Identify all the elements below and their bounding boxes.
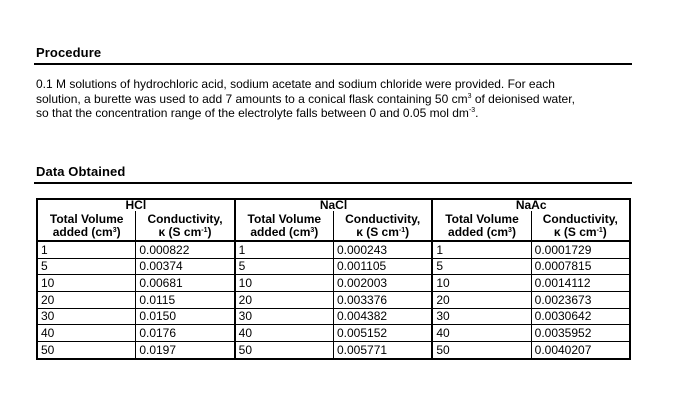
- volume-cell: 1: [37, 241, 136, 258]
- data-heading: Data Obtained: [36, 164, 126, 179]
- conductivity-cell: 0.005152: [334, 325, 433, 342]
- col-header-conductivity: Conductivity, κ (S $cm^{-1}$): [531, 211, 630, 241]
- procedure-rule: [34, 63, 632, 65]
- volume-cell: 1: [235, 241, 334, 258]
- table-row: [37, 275, 630, 292]
- data-rule: [34, 182, 632, 184]
- conductivity-cell: 0.0023673: [531, 292, 630, 309]
- col-header-volume: Total Volume added $(cm^3)$: [432, 211, 531, 241]
- volume-cell: 1: [432, 241, 531, 258]
- procedure-line-2: solution, a burette was used to add 7 amounts to a conical flask containing 50 cm: [36, 91, 468, 106]
- volume-cell: 20: [37, 292, 136, 309]
- table-row: [37, 292, 630, 309]
- procedure-line-2-end: of deionised water,: [471, 91, 575, 106]
- conductivity-cell: 0.0040207: [531, 342, 630, 359]
- procedure-line-3-end: .: [475, 106, 479, 120]
- conductivity-cell: 0.000243: [334, 241, 433, 258]
- volume-cell: 10: [37, 275, 136, 292]
- conductivity-cell: 0.004382: [334, 308, 433, 325]
- volume-cell: 40: [235, 325, 334, 342]
- conductivity-cell: 0.0001729: [531, 241, 630, 258]
- conductivity-cell: 0.00374: [136, 258, 235, 275]
- volume-cell: 5: [37, 258, 136, 275]
- volume-cell: 40: [37, 325, 136, 342]
- procedure-text: [36, 77, 636, 121]
- table-row: [37, 308, 630, 325]
- volume-cell: 10: [235, 275, 334, 292]
- conductivity-cell: 0.00681: [136, 275, 235, 292]
- volume-cell: 5: [235, 258, 334, 275]
- conductivity-cell: 0.0176: [136, 325, 235, 342]
- volume-cell: 30: [37, 308, 136, 325]
- conductivity-cell: 0.0115: [136, 292, 235, 309]
- procedure-line-2-sup: 3: [467, 92, 472, 100]
- conductivity-cell: 0.0150: [136, 308, 235, 325]
- col-header-conductivity: Conductivity, κ (S $cm^{-1}$): [136, 211, 235, 241]
- conductivity-cell: 0.0014112: [531, 275, 630, 292]
- conductivity-cell: 0.000822: [136, 241, 235, 258]
- group-header-nacl: NaCl: [235, 199, 433, 211]
- volume-cell: 5: [432, 258, 531, 275]
- group-header-hcl: HCl: [37, 199, 235, 211]
- conductivity-cell: 0.0197: [136, 342, 235, 359]
- conductivity-cell: 0.0035952: [531, 325, 630, 342]
- col-header-volume: Total Volume added $(cm^3)$: [235, 211, 334, 241]
- volume-cell: 20: [235, 292, 334, 309]
- volume-cell: 20: [432, 292, 531, 309]
- column-header-row: [37, 211, 630, 241]
- table-row: [37, 342, 630, 359]
- data-rows: [37, 241, 630, 359]
- col-header-volume: Total Volume added $(cm^3)$: [37, 211, 136, 241]
- conductivity-cell: 0.0030642: [531, 308, 630, 325]
- table-row: [37, 258, 630, 275]
- procedure-line-3-sup: -3: [468, 107, 476, 114]
- table-row: [37, 325, 630, 342]
- procedure-line-1: 0.1 M solutions of hydrochloric acid, sodium acetate and sodium chloride were provided. For each: [36, 77, 555, 91]
- volume-cell: 10: [432, 275, 531, 292]
- conductivity-cell: 0.003376: [334, 292, 433, 309]
- conductivity-cell: 0.005771: [334, 342, 433, 359]
- volume-cell: 40: [432, 325, 531, 342]
- volume-cell: 50: [235, 342, 334, 359]
- procedure-heading: Procedure: [36, 45, 102, 60]
- volume-cell: 30: [235, 308, 334, 325]
- conductivity-cell: 0.001105: [334, 258, 433, 275]
- data-table: [36, 198, 631, 360]
- conductivity-cell: 0.002003: [334, 275, 433, 292]
- volume-cell: 50: [432, 342, 531, 359]
- col-header-conductivity: Conductivity, κ (S $cm^{-1}$): [334, 211, 433, 241]
- conductivity-cell: 0.0007815: [531, 258, 630, 275]
- procedure-line-3: so that the concentration range of the electrolyte falls between 0 and 0.05 mol dm: [36, 106, 469, 120]
- table-row: [37, 241, 630, 258]
- volume-cell: 30: [432, 308, 531, 325]
- group-header-naac: NaAc: [432, 199, 630, 211]
- volume-cell: 50: [37, 342, 136, 359]
